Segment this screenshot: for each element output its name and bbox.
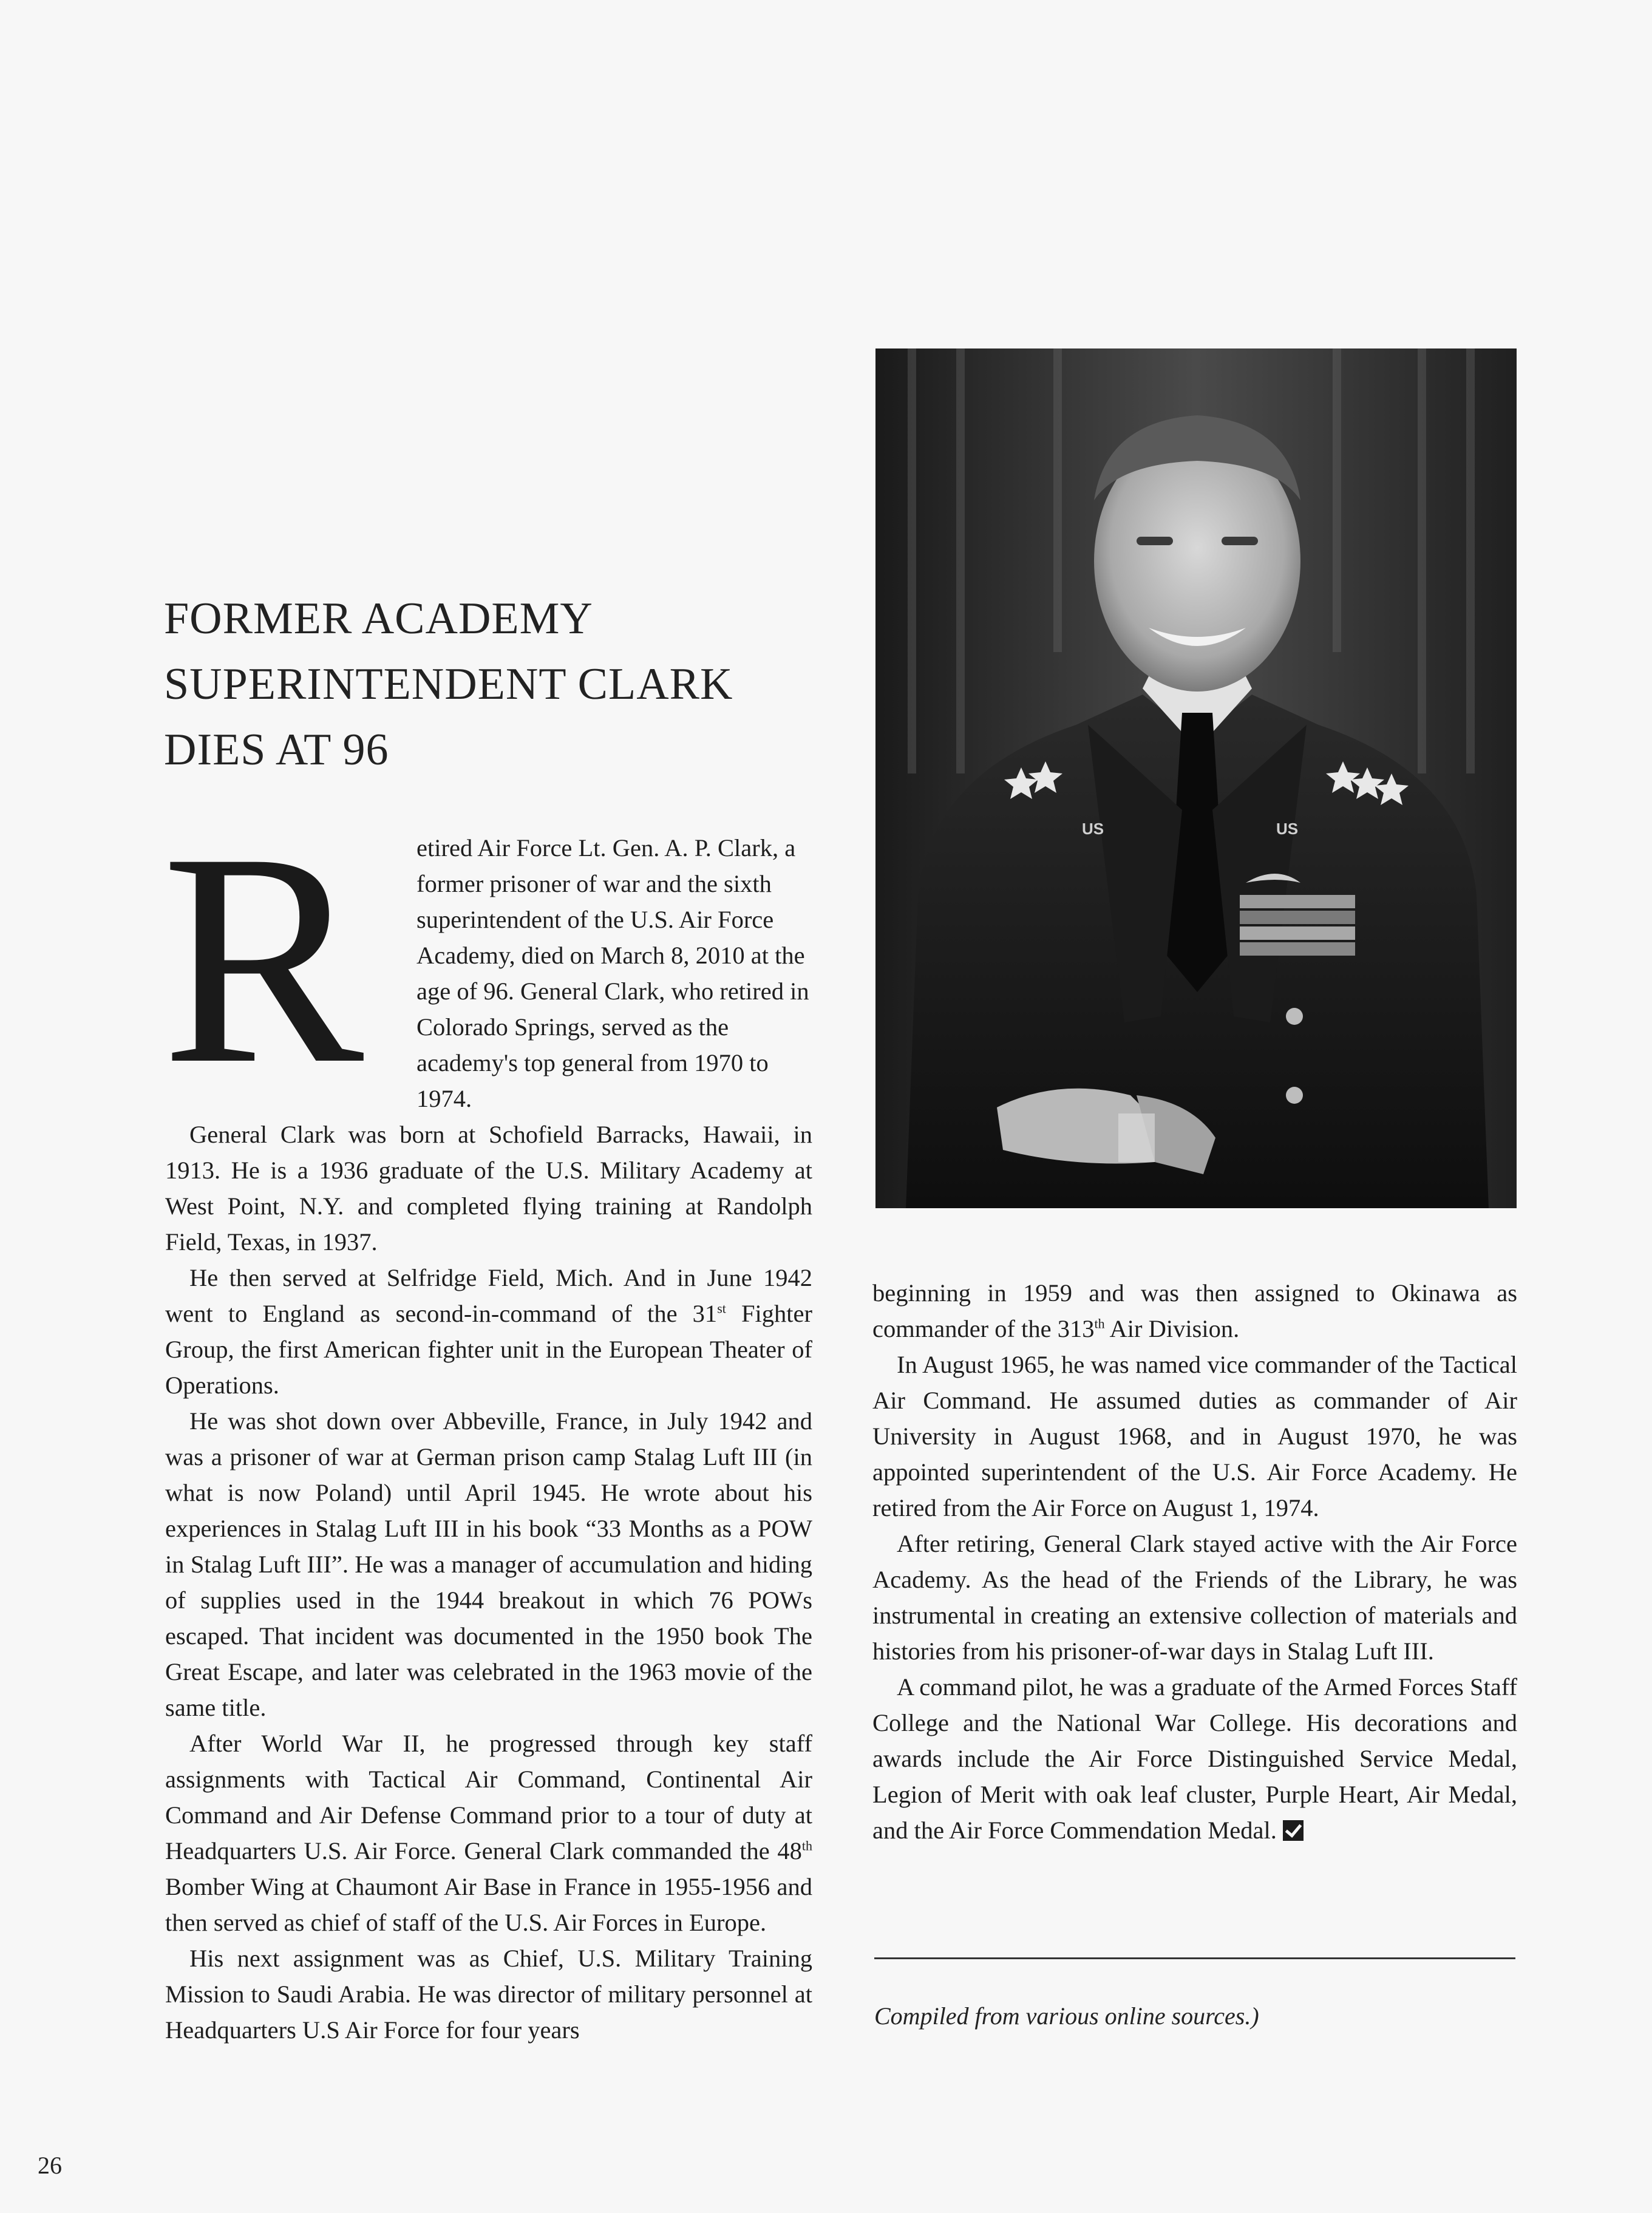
paragraph-commands: In August 1965, he was named vice commander of the Tactical Air Command. He assumed duties as commander of Air University in August 1968, and in August 1970, he was appointed superintendent of the U.S. Air Force Academy. He retired from the Air Force on August 1, 1974. [872, 1351, 1517, 1521]
collar-insignia-right: US [1276, 820, 1299, 838]
checkbox-icon [1283, 1820, 1304, 1841]
page-number: 26 [38, 2152, 62, 2179]
paragraph-postwar: After World War II, he progressed through key staff assignments with Tactical Air Command, Continental Air Command and Air Defense Command prior to a tour of duty at Headquarters U.S. Air Force. General Clark commanded the 48th Bomber Wing at Chaumont Air Base in France in 1955-1956 and then served as chief of staff of the U.S. Air Forces in Europe. [165, 1730, 812, 1936]
paragraph-decorations: A command pilot, he was a graduate of the Armed Forces Staff College and the National War College. His decorations and awards include the Air Force Distinguished Service Medal, Legion of Merit with oak leaf cluster, Purple Heart, Air Medal, and the Air Force Commendation Medal. [872, 1673, 1517, 1844]
article-headline [164, 586, 832, 783]
collar-insignia-left: US [1082, 820, 1104, 838]
paragraph-birth: General Clark was born at Schofield Barracks, Hawaii, in 1913. He is a 1936 graduate of the U.S. Military Academy at West Point, N.Y. and completed flying training at Randolph Field, Texas, in 1937. [165, 1121, 812, 1256]
portrait-photo [875, 348, 1517, 1208]
portrait-image [875, 348, 1517, 1208]
paragraph-england: He then served at Selfridge Field, Mich. And in June 1942 went to England as second-in-command of the 31st Fighter Group, the first American fighter unit in the European Theater of Operations. [165, 1264, 812, 1399]
intro-paragraph [161, 790, 812, 1127]
paragraph-retirement: After retiring, General Clark stayed active with the Air Force Academy. As the head of the Friends of the Library, he was instrumental in creating an extensive collection of materials and histories from his prisoner-of-war days in Stalag Luft III. [872, 1530, 1517, 1665]
paragraph-okinawa: beginning in 1959 and was then assigned to Okinawa as commander of the 313th Air Division. [872, 1279, 1517, 1342]
headline-line-1: FORMER ACADEMY [164, 594, 593, 644]
headline-line-2: SUPERINTENDENT CLARK [164, 659, 733, 709]
article-column-left [161, 790, 812, 2048]
intro-text: etired Air Force Lt. Gen. A. P. Clark, a former prisoner of war and the sixth superintendent of the U.S. Air Force Academy, died on March 8, 2010 at the age of 96. General Clark, who retired in Colorado Springs, served as the academy's top general from 1970 to 1974. [416, 834, 809, 1112]
article-column-right [872, 1275, 1517, 1848]
paragraph-pow: He was shot down over Abbeville, France, in July 1942 and was a prisoner of war at German prison camp Stalag Luft III (in what is now Poland) until April 1945. He wrote about his experiences in Stalag Luft III in his book “33 Months as a POW in Stalag Luft III”. He was a manager of accumulation and hiding of supplies used in the 1944 breakout in which 76 POWs escaped. That incident was documented in the 1950 book The Great Escape, and later was celebrated in the 1963 movie of the same title. [165, 1407, 812, 1721]
drop-cap: R [161, 790, 364, 1127]
paragraph-saudi: His next assignment was as Chief, U.S. Military Training Mission to Saudi Arabia. He was director of military personnel at Headquarters U.S Air Force for four years [165, 1945, 812, 2044]
divider-rule [874, 1957, 1515, 1959]
headline-line-3: DIES AT 96 [164, 725, 389, 775]
source-credit: Compiled from various online sources.) [874, 2002, 1259, 2030]
